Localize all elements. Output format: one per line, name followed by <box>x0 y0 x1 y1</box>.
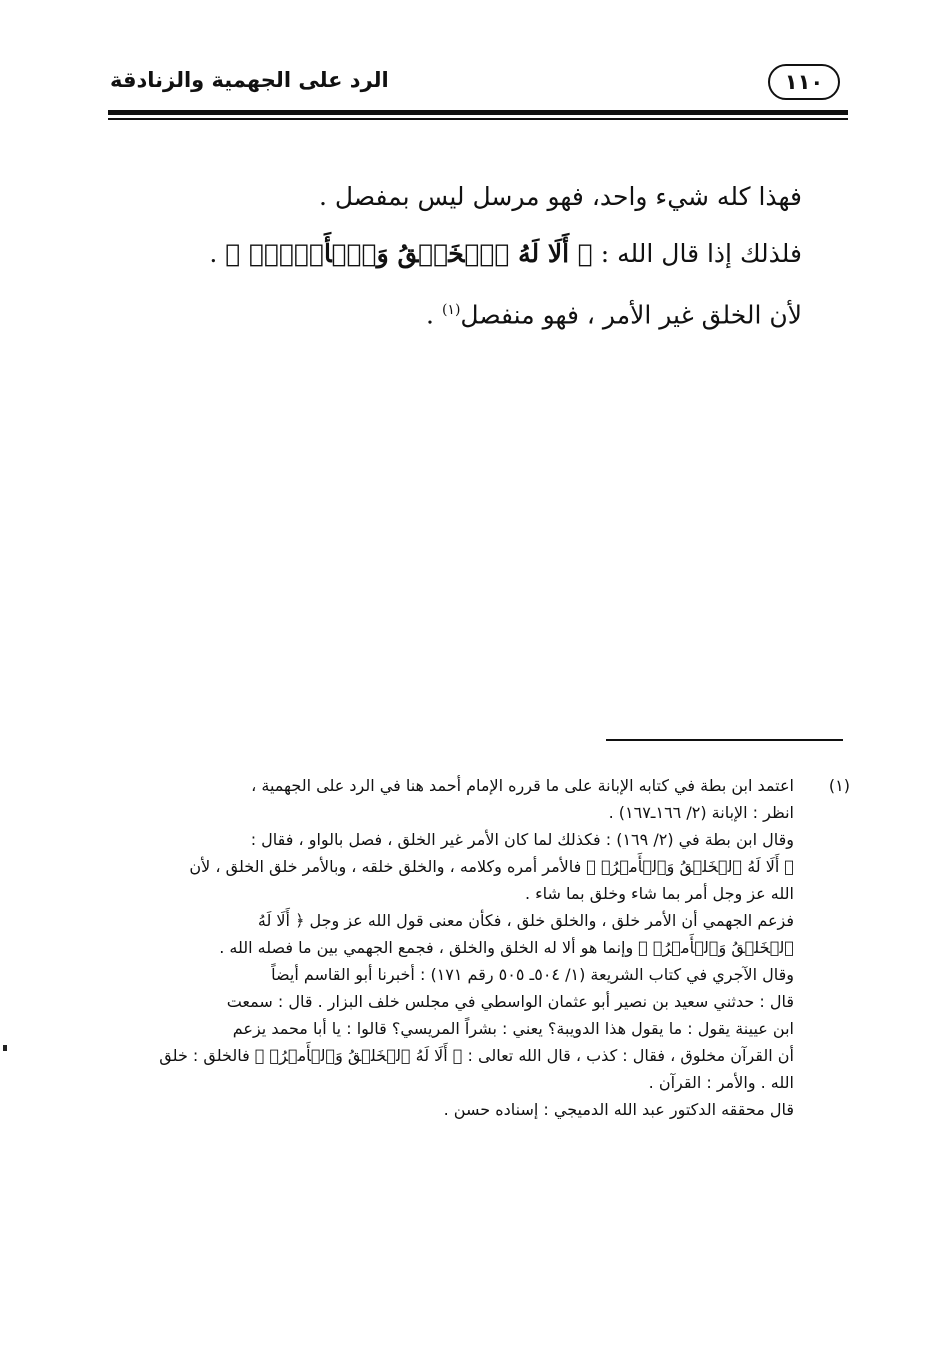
footnote-line: اعتمد ابن بطة في كتابه الإبانة على ما قرره الإمام أحمد هنا في الرد على الجهمية ، <box>251 776 794 795</box>
footnote-line: الله عز وجل أمر بما شاء وخلق بما شاء . <box>524 884 794 903</box>
main-text <box>112 168 802 343</box>
footnote-reference: (١) <box>441 302 461 318</box>
footnote-line: وقال ابن بطة في (٢/ ١٦٩) : فكذلك لما كان الأمر غير الخلق ، فصل بالواو ، فقال : <box>250 830 794 849</box>
main-line-text: فلذلك إذا قال الله : <box>592 239 802 268</box>
main-line: فهذا كله شيء واحد، فهو مرسل ليس بمفصل . <box>318 182 802 211</box>
footnote-line: قال : حدثني سعيد بن نصير أبو عثمان الواسطي في مجلس خلف البزار . قال : سمعت <box>226 992 794 1011</box>
scan-artifact <box>3 1045 7 1051</box>
main-line <box>112 225 802 282</box>
footnote-separator <box>606 739 843 741</box>
page-header <box>108 58 848 110</box>
header-rule-thick <box>108 110 848 115</box>
running-title: الرد على الجهمية والزنادقة <box>110 68 389 92</box>
footnote-line: قال محققه الدكتور عبد الله الدميجي : إسناده حسن . <box>443 1100 794 1119</box>
main-line <box>112 282 802 343</box>
footnote-body <box>108 772 794 1123</box>
footnote-line: فزعم الجهمي أن الأمر خلق ، والخلق خلق ، فكأن معنى قول الله عز وجل ﴿ أَلَا لَهُ <box>257 911 794 930</box>
header-rule-thin <box>108 118 848 120</box>
footnote-marker: (١) <box>828 776 850 795</box>
footnote-line: ﴿ أَلَا لَهُ ٱلۡخَلۡقُ وَٱلۡأَمۡرُۗ ﴾ فالأمر أمره وكلامه ، والخلق خلقه ، وبالأمر خلق الخلق ، لأن <box>189 857 794 876</box>
footnote-line: الله . والأمر : القرآن . <box>648 1073 794 1092</box>
line-end: . <box>426 300 442 330</box>
quran-quote: ﴿ أَلَا لَهُ ٱلۡخَلۡقُ وَٱلۡأَمۡرُۗ ﴾ <box>225 239 593 268</box>
footnote-line: ابن عيينة يقول : ما يقول هذا الدويبة؟ يعني : بشراً المريسي؟ قالوا : يا أبا محمد يزعم <box>232 1019 794 1038</box>
footnote-line: وقال الآجري في كتاب الشريعة (١/ ٥٠٤ـ ٥٠٥ رقم ١٧١) : أخبرنا أبو القاسم أيضاً <box>271 965 794 984</box>
footnote-line: انظر : الإبانة (٢/ ١٦٦ـ١٦٧) . <box>608 803 794 822</box>
main-line-text: لأن الخلق غير الأمر ، فهو منفصل <box>460 300 802 330</box>
page-number: ١١٠ <box>768 64 840 100</box>
footnote-line: أن القرآن مخلوق ، فقال : كذب ، قال الله تعالى : ﴿ أَلَا لَهُ ٱلۡخَلۡقُ وَٱلۡأَمۡرُۗ ﴾ فالخلق : خلق <box>159 1046 794 1065</box>
footnotes <box>108 772 850 1123</box>
line-end: . <box>209 239 226 268</box>
footnote-line: ٱلۡخَلۡقُ وَٱلۡأَمۡرُۗ ﴾ وإنما هو ألا له الخلق والخلق ، فجمع الجهمي بين ما فصله الله . <box>219 938 794 957</box>
